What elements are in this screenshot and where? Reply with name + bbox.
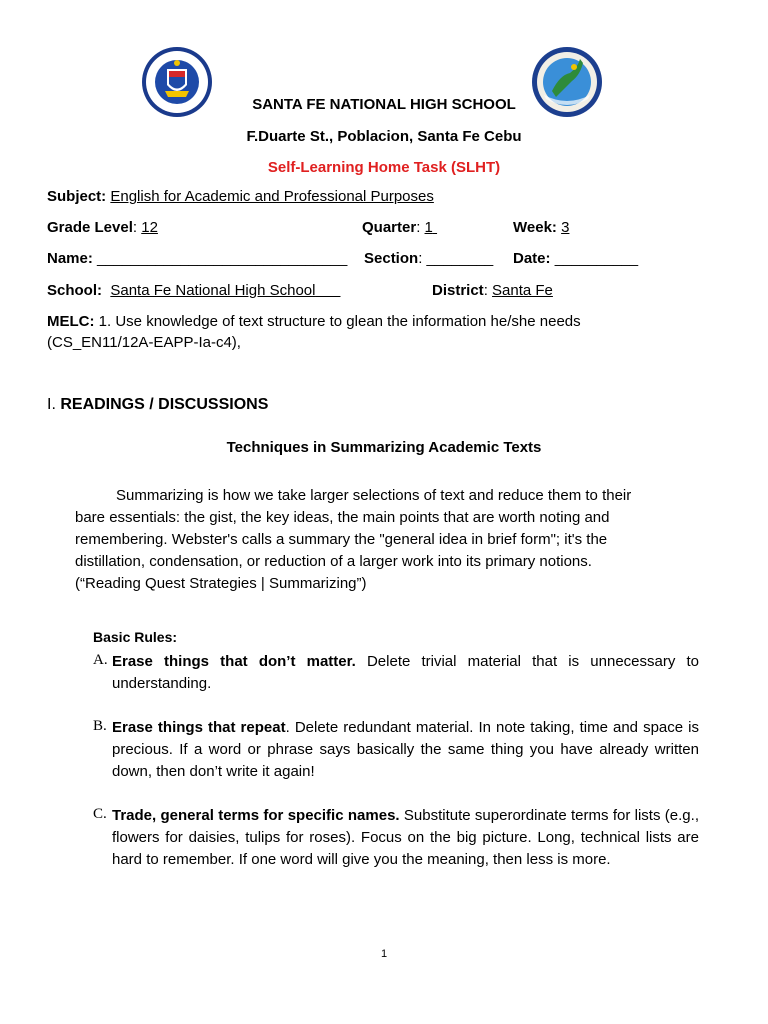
date-blank[interactable]: __________ — [554, 250, 639, 267]
rule-text: Delete trivial material that is unnecessary to understanding. — [112, 653, 699, 692]
rule-item — [112, 805, 699, 871]
paragraph-line: distillation, condensation, or reduction of a larger work into its primary notions. — [75, 553, 592, 570]
section-heading — [47, 396, 268, 414]
paragraph-line: Summarizing is how we take larger selections of text and reduce them to their — [116, 487, 632, 504]
rule-bold: Erase things that repeat — [112, 719, 286, 736]
district-value: Santa Fe — [492, 282, 553, 299]
section-heading-text: READINGS / DISCUSSIONS — [60, 396, 269, 413]
reading-title: Techniques in Summarizing Academic Texts — [226, 439, 542, 456]
task-title: Self-Learning Home Task (SLHT) — [267, 159, 501, 176]
page-number: 1 — [380, 948, 388, 960]
week-label: Week: — [513, 219, 557, 236]
section-blank[interactable]: ________ — [426, 250, 494, 267]
rule-letter: B. — [93, 718, 107, 734]
paragraph-line: bare essentials: the gist, the key ideas, the main points that are worth noting and — [75, 509, 610, 526]
subject-label: Subject: — [47, 188, 107, 205]
school-address: F.Duarte St., Poblacion, Santa Fe Cebu — [246, 128, 522, 145]
melc-line — [47, 313, 727, 330]
rule-text: Substitute superordinate terms for lists (e.g., flowers for daisies, tulips for roses). Focus on the big picture. Long, technical lists are hard to remember. If one word will give you the meaning, then less is more. — [112, 807, 699, 868]
week-field — [513, 219, 569, 236]
name-label: Name: — [47, 250, 93, 267]
section-label: Section — [364, 250, 419, 267]
basic-rules-label: Basic Rules: — [93, 629, 178, 645]
paragraph-line: (“Reading Quest Strategies | Summarizing”) — [75, 575, 367, 592]
rule-item — [112, 717, 699, 783]
school-name: SANTA FE NATIONAL HIGH SCHOOL — [252, 96, 516, 113]
quarter-label: Quarter — [362, 219, 417, 236]
section-numeral: I. — [47, 396, 56, 413]
rule-item — [112, 651, 699, 695]
name-field[interactable] — [47, 250, 347, 267]
grade-level-value: 12 — [141, 219, 158, 236]
paragraph-line: remembering. Webster's calls a summary the "general idea in brief form"; it's the — [75, 531, 608, 548]
date-field[interactable] — [513, 250, 638, 267]
week-value: 3 — [561, 219, 570, 236]
rule-letter: A. — [93, 652, 108, 668]
melc-code: (CS_EN11/12A-EAPP-Ia-c4), — [47, 334, 241, 351]
school-field — [47, 282, 340, 299]
melc-text: 1. Use knowledge of text structure to glean the information he/she needs — [98, 313, 581, 330]
district-label: District — [432, 282, 484, 299]
section-field[interactable]: Section: ________ — [364, 250, 494, 267]
district-field: District: Santa Fe — [432, 282, 553, 299]
grade-level-label: Grade Level — [47, 219, 133, 236]
name-blank[interactable]: ______________________________ — [97, 250, 348, 267]
rule-letter: C. — [93, 806, 107, 822]
melc-label: MELC: — [47, 313, 95, 330]
rule-bold: Erase things that don’t matter. — [112, 653, 356, 670]
grade-level-field: Grade Level: 12 — [47, 219, 158, 236]
rule-bold: Trade, general terms for specific names. — [112, 807, 400, 824]
school-value: Santa Fe National High School — [110, 282, 316, 299]
rule-text: . Delete redundant material. In note taking, time and space is precious. If a word or phrase says basically the same thing you have already written down, then don’t write it again! — [112, 719, 699, 780]
subject-row — [47, 188, 434, 205]
subject-value: English for Academic and Professional Purposes — [110, 188, 434, 205]
quarter-field: Quarter: 1 — [362, 219, 433, 236]
quarter-value: 1 — [424, 219, 433, 236]
school-label: School: — [47, 282, 102, 299]
date-label: Date: — [513, 250, 551, 267]
